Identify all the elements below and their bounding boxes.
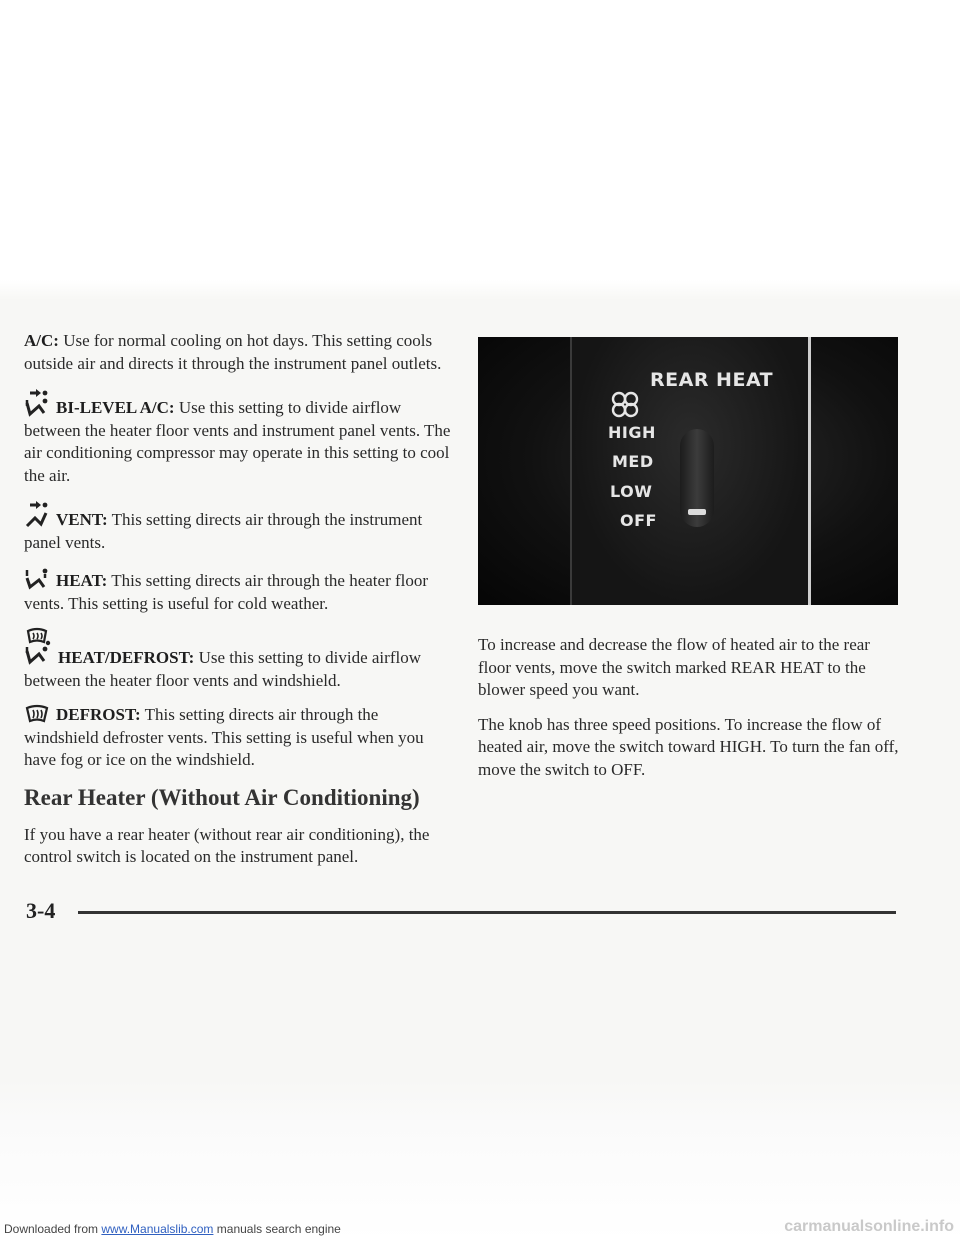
entry-label: HEAT/DEFROST: [58,648,195,667]
entry-label: A/C: [24,331,59,350]
right-paragraph: The knob has three speed positions. To increase the flow of heated air, move the switch toward HIGH. To turn the fan off, move the switch to OFF. [478,714,899,779]
entry-text: Use for normal cooling on hot days. This setting cools outside air and directs it through the instrument panel outlets. [24,331,442,373]
manualslib-link[interactable]: www.Manualslib.com [101,1222,214,1236]
page-number: 3-4 [26,898,56,923]
bilevel-icon [24,387,50,417]
watermark: carmanualsonline.info [784,1218,954,1235]
heat-defrost-icon [24,627,52,667]
entry-text: This setting directs air through the windshield defroster vents. This setting is useful when you have fog or ice on the windshield. [24,705,424,769]
credit-suffix: manuals search engine [213,1222,341,1236]
left-column [24,330,456,881]
vent-icon [24,499,50,529]
speed-off-label: OFF [620,511,657,530]
rear-heat-control-photo [478,337,898,605]
blower-switch-knob [688,509,706,515]
entry-label: BI-LEVEL A/C: [56,398,175,417]
footer-rule [78,911,896,914]
section-heading: Rear Heater (Without Air Conditioning) [24,784,420,810]
speed-med-label: MED [612,452,654,471]
entry-text: Use this setting to divide airflow between the heater floor vents and instrument panel vents. The air conditioning compressor may operate in this setting to cool the air. [24,398,451,485]
entry-text: This setting directs air through the heater floor vents. This setting is useful for cold weather. [24,571,429,613]
entry-label: DEFROST: [56,705,141,724]
right-paragraph: To increase and decrease the flow of heated air to the rear floor vents, move the switch marked REAR HEAT to the blower speed you want. [478,635,870,699]
speed-high-label: HIGH [608,423,656,442]
section-intro: If you have a rear heater (without rear air conditioning), the control switch is located on the instrument panel. [24,824,430,866]
entry-ac [24,330,456,375]
entry-label: HEAT: [56,571,108,590]
entry-vent [24,499,456,554]
rear-heat-label: REAR HEAT [650,369,774,391]
entry-defrost [24,704,456,772]
entry-bilevel [24,387,456,487]
entry-text: This setting directs air through the instrument panel vents. [24,510,423,552]
entry-heat-defrost [24,627,456,692]
speed-low-label: LOW [610,482,653,501]
entry-label: VENT: [56,510,108,529]
right-column [478,634,902,793]
credit-prefix: Downloaded from [4,1222,102,1236]
defrost-icon [24,704,50,724]
download-credit [4,1222,341,1236]
fan-icon [608,389,642,424]
entry-heat [24,566,456,615]
entry-text: Use this setting to divide airflow between the heater floor vents and windshield. [24,648,421,690]
heat-icon [24,566,50,590]
